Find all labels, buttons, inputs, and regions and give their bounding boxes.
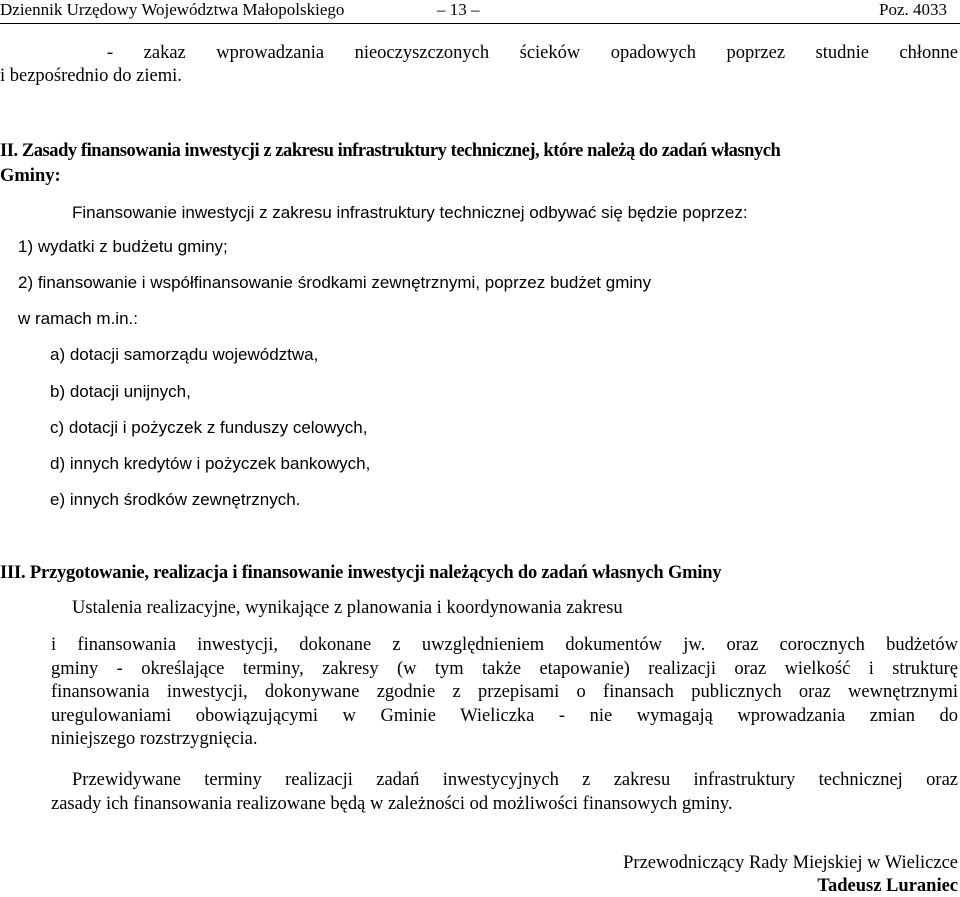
section-2-item-2-line-2: w ramach m.in.: [18,309,138,328]
page-number: – 13 – [437,0,480,19]
journal-title: Dziennik Urzędowy Województwa Małopolskiego [0,0,345,19]
section-3-para-1-line-6: niniejszego rozstrzygnięcia. [51,729,258,749]
section-3-para-1-line-5: uregulowaniami obowiązującymi w Gminie Wieliczka - nie wymagają wprowadzania zmian do [51,705,958,726]
intro-line-2: i bezpośrednio do ziemi. [0,66,182,86]
position-number: Poz. 4033 [879,0,947,19]
section-2-heading-line-2: Gminy: [0,166,61,186]
section-3-para-1-line-4: finansowania inwestycji, dokonywane zgodnie z przepisami o finansach publicznych oraz wewnętrznymi [51,682,958,702]
signature-title: Przewodniczący Rady Miejskiej w Wieliczce [623,853,958,873]
section-3-para-1-line-1: Ustalenia realizacyjne, wynikające z planowania i koordynowania zakresu [72,598,623,618]
section-2-item-1: 1) wydatki z budżetu gminy; [18,237,228,256]
subitem-b: b) dotacji unijnych, [50,382,191,401]
header-rule [0,23,960,24]
section-3-para-2-line-2: zasady ich finansowania realizowane będą w zależności od możliwości finansowych gminy. [51,794,733,814]
subitem-c: c) dotacji i pożyczek z funduszy celowych, [50,418,368,437]
section-3-paragraph-1 [51,635,958,753]
section-3-para-1-line-2: i finansowania inwestycji, dokonane z uwzględnieniem dokumentów jw. oraz corocznych budżetów [51,635,958,655]
section-2-item-2-line-1: 2) finansowanie i współfinansowanie środkami zewnętrznymi, poprzez budżet gminy [18,273,652,292]
section-2-lead: Finansowanie inwestycji z zakresu infrastruktury technicznej odbywać się będzie poprzez: [72,203,748,222]
section-2-heading-line-1: II. Zasady finansowania inwestycji z zakresu infrastruktury technicznej, które należą do zadań własnych [0,141,781,161]
subitem-a: a) dotacji samorządu województwa, [50,345,319,364]
section-3-heading: III. Przygotowanie, realizacja i finansowanie inwestycji należących do zadań własnych Gminy [0,563,722,583]
subitem-d: d) innych kredytów i pożyczek bankowych, [50,454,371,473]
subitem-e: e) innych środków zewnętrznych. [50,490,301,509]
section-3-para-1-line-3: gminy - określające terminy, zakresy (w tym także etapowanie) realizacji oraz wielkość i strukturę [51,658,958,679]
intro-line-1: - zakaz wprowadzania nieoczyszczonych ścieków opadowych poprzez studnie chłonne [107,43,958,63]
section-3-para-2-line-1: Przewidywane terminy realizacji zadań inwestycyjnych z zakresu infrastruktury technicznej oraz [72,770,958,790]
signature-name: Tadeusz Luraniec [817,876,958,896]
